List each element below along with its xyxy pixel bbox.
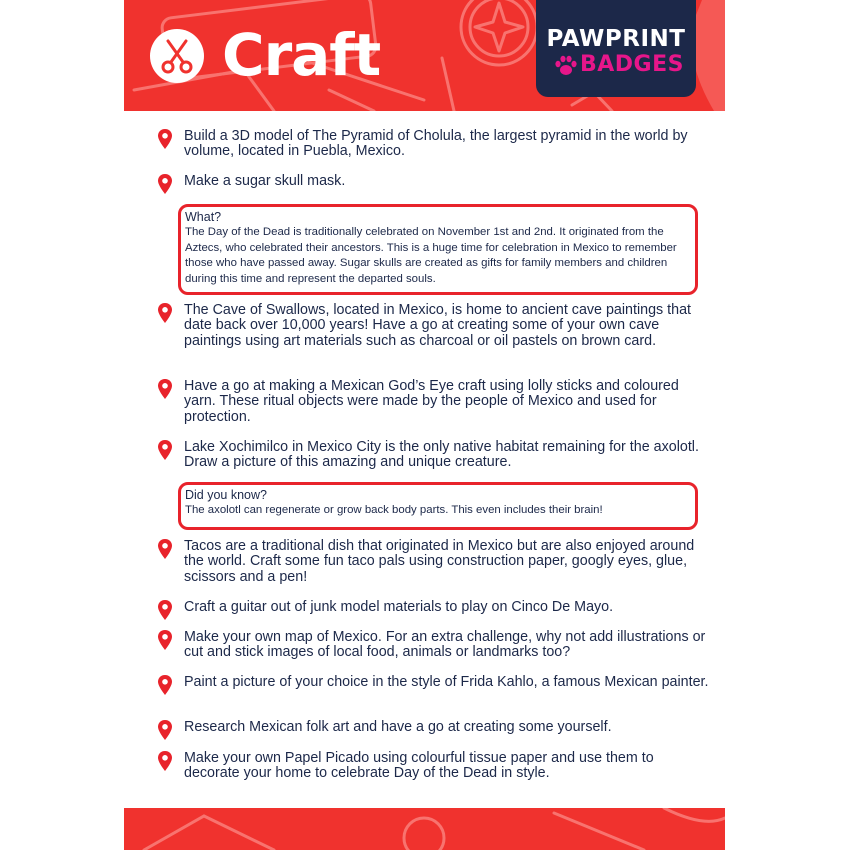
map-pin-icon — [157, 128, 173, 150]
map-pin-icon — [157, 599, 173, 621]
item-text: Make a sugar skull mask. — [184, 173, 346, 189]
item-text: Craft a guitar out of junk model materials to play on Cinco De Mayo. — [184, 599, 614, 615]
list-item — [152, 717, 712, 739]
footer-doodle-pattern — [124, 808, 725, 850]
list-item — [152, 171, 712, 195]
item-text: The Cave of Swallows, located in Mexico, is home to ancient cave paintings that date back over 10,000 years! Have a go at creating some of your own cave paintings using art materials such as charcoal or oil pastels on brown card. — [184, 302, 692, 349]
list-item — [152, 437, 712, 473]
header-banner — [124, 0, 725, 111]
list-item — [152, 672, 712, 708]
info-box-did-you-know — [178, 482, 698, 530]
map-pin-icon — [157, 538, 173, 560]
logo-wordmark-bottom: BADGES — [580, 52, 684, 77]
map-pin-icon — [157, 750, 173, 772]
scissors-icon — [150, 29, 204, 83]
list-item — [152, 376, 712, 426]
list-item — [152, 536, 712, 588]
paw-icon — [554, 55, 578, 77]
map-pin-icon — [157, 302, 173, 324]
page-title: Craft — [222, 21, 381, 89]
item-text: Tacos are a traditional dish that originated in Mexico but are also enjoyed around the world. Craft some fun taco pals using construction paper, googly eyes, glue, scissors and a pen! — [184, 538, 695, 585]
worksheet-page — [124, 0, 725, 850]
logo-wordmark-top: PAWPRINT — [546, 26, 686, 52]
list-item — [152, 300, 712, 366]
map-pin-icon — [157, 439, 173, 461]
item-text: Research Mexican folk art and have a go at creating some yourself. — [184, 719, 612, 735]
footer-banner — [124, 808, 725, 850]
map-pin-icon — [157, 173, 173, 195]
info-box-what — [178, 204, 698, 295]
info-box-title: Did you know? — [185, 488, 267, 502]
map-pin-icon — [157, 719, 173, 741]
list-item — [152, 627, 712, 663]
item-text: Build a 3D model of The Pyramid of Cholula, the largest pyramid in the world by volume, located in Puebla, Mexico. — [184, 128, 688, 160]
item-text: Make your own map of Mexico. For an extra challenge, why not add illustrations or cut and stick images of local food, animals or landmarks too? — [184, 629, 706, 661]
item-text: Have a go at making a Mexican God’s Eye craft using lolly sticks and coloured yarn. These ritual objects were made by the people of Mexico and used for protection. — [184, 378, 679, 425]
list-item — [152, 597, 712, 619]
map-pin-icon — [157, 378, 173, 400]
pawprint-badges-logo — [536, 0, 696, 97]
info-box-body: The Day of the Dead is traditionally celebrated on November 1st and 2nd. It originated from the Aztecs, who celebrated their ancestors. This is a huge time for celebration in Mexico to remember those who have passed away. Sugar skulls are created as gifts for family members and children during this time and represent the departed souls. — [185, 226, 677, 286]
item-text: Paint a picture of your choice in the style of Frida Kahlo, a famous Mexican painter. — [184, 674, 709, 690]
list-item — [152, 126, 712, 162]
info-box-title: What? — [185, 210, 222, 224]
map-pin-icon — [157, 629, 173, 651]
list-item — [152, 748, 712, 784]
item-text: Lake Xochimilco in Mexico City is the only native habitat remaining for the axolotl. Draw a picture of this amazing and unique creature. — [184, 439, 699, 471]
info-box-body: The axolotl can regenerate or grow back body parts. This even includes their brain! — [185, 504, 603, 516]
map-pin-icon — [157, 674, 173, 696]
item-text: Make your own Papel Picado using colourful tissue paper and use them to decorate your home to celebrate Day of the Dead in style. — [184, 750, 654, 782]
